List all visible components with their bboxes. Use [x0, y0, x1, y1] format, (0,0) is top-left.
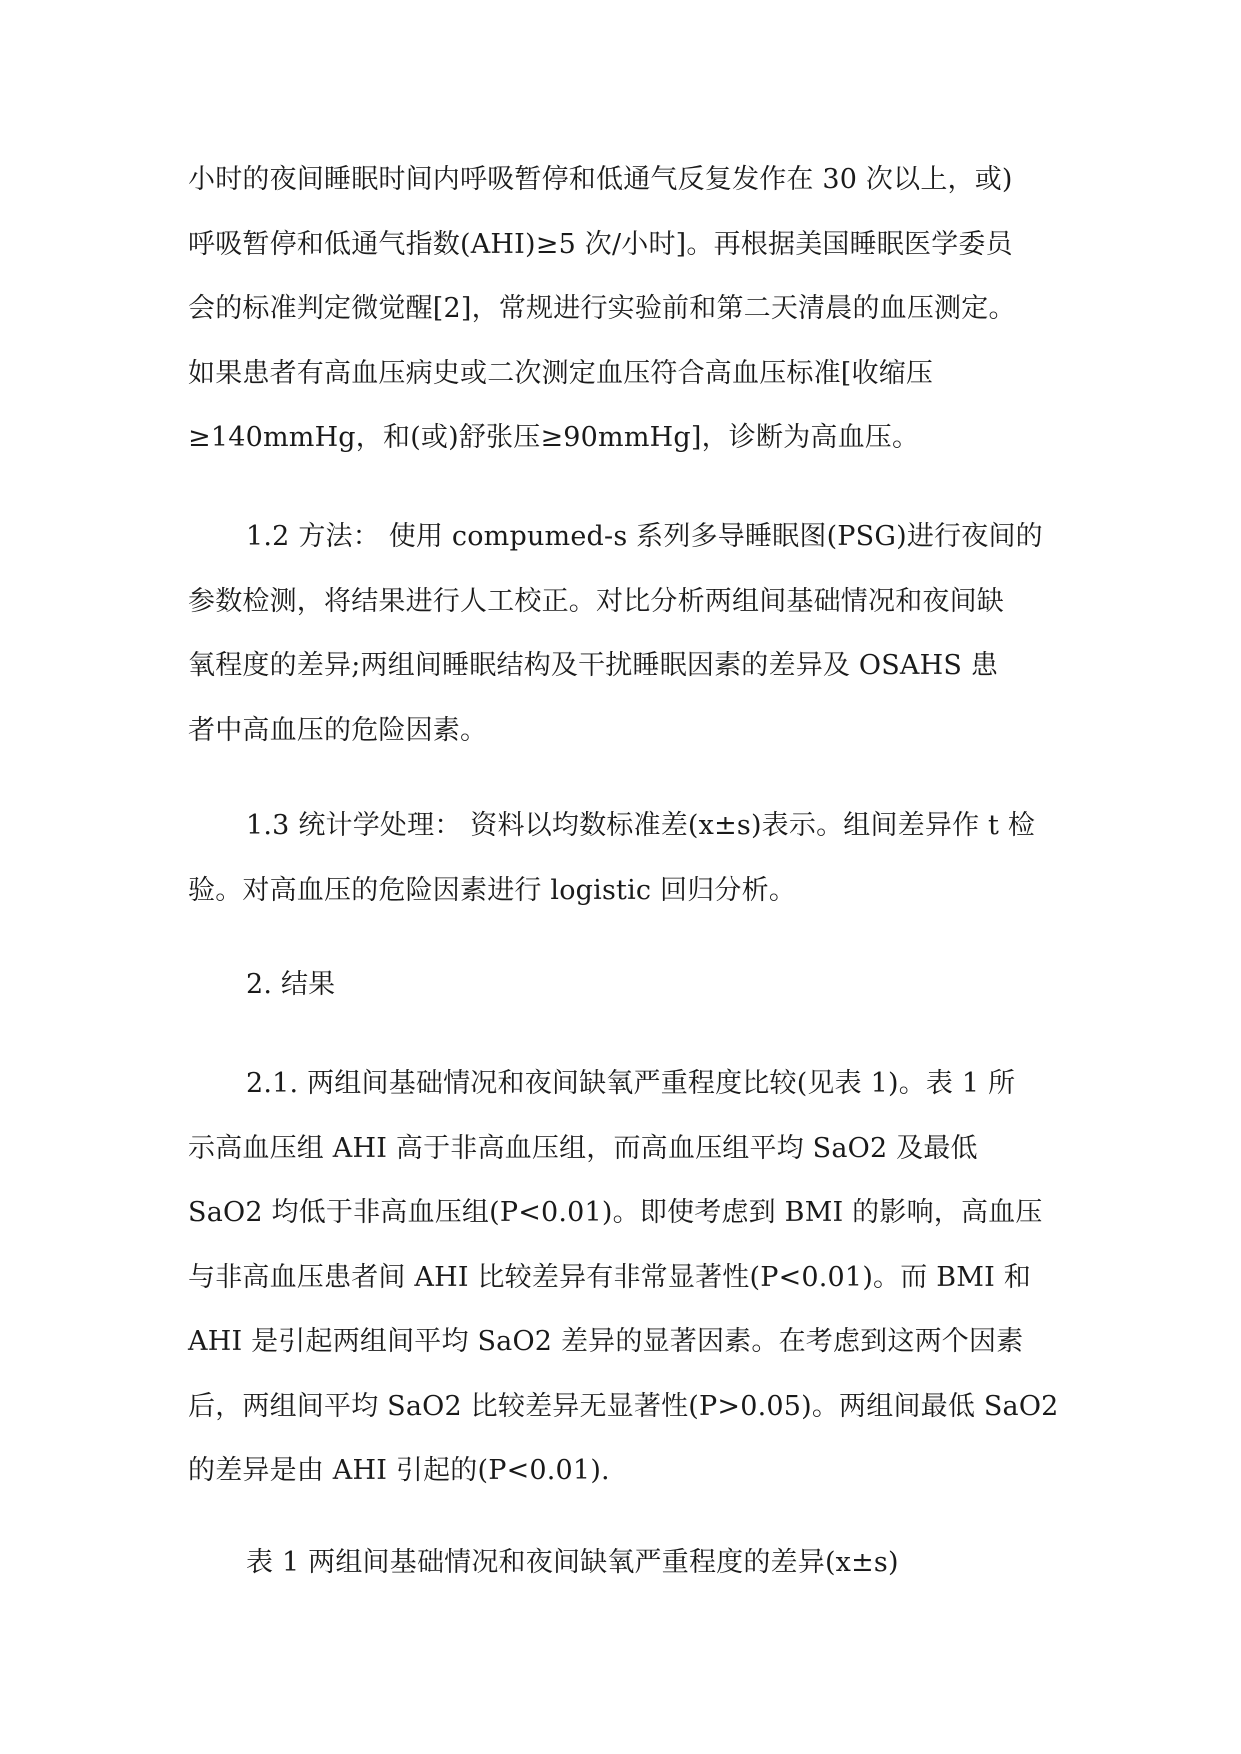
text-line: 如果患者有高血压病史或二次测定血压符合高血压标准[收缩压: [188, 357, 934, 389]
text-line: 小时的夜间睡眠时间内呼吸暂停和低通气反复发作在 30 次以上，或): [188, 164, 1013, 195]
section-heading-line: 1.2 方法： 使用 compumed-s 系列多导睡眠图(PSG)进行夜间的: [246, 521, 1043, 552]
text-line: AHI 是引起两组间平均 SaO2 差异的显著因素。在考虑到这两个因素: [188, 1326, 1024, 1357]
heading-results: [188, 953, 1068, 1018]
paragraph-diagnostic-criteria: [188, 148, 1068, 471]
text-line: 参数检测，将结果进行人工校正。对比分析两组间基础情况和夜间缺: [188, 585, 1004, 617]
text-line: 者中高血压的危险因素。: [188, 714, 488, 746]
table-caption-text: 表 1 两组间基础情况和夜间缺氧严重程度的差异(x±s): [246, 1547, 899, 1578]
paragraph-results-2-1: [188, 1052, 1068, 1504]
table-caption: [188, 1531, 1068, 1596]
text-line: 的差异是由 AHI 引起的(P<0.01).: [188, 1455, 610, 1486]
paragraph-statistics: [188, 794, 1068, 923]
text-line: SaO2 均低于非高血压组(P<0.01)。即使考虑到 BMI 的影响，高血压: [188, 1197, 1043, 1228]
text-line: 与非高血压患者间 AHI 比较差异有非常显著性(P<0.01)。而 BMI 和: [188, 1261, 1031, 1293]
section-heading-line: 1.3 统计学处理： 资料以均数标准差(x±s)表示。组间差异作 t 检: [246, 810, 1036, 841]
section-heading-line: 2.1. 两组间基础情况和夜间缺氧严重程度比较(见表 1)。表 1 所: [246, 1068, 1016, 1099]
text-line: 呼吸暂停和低通气指数(AHI)≥5 次/小时]。再根据美国睡眠医学委员: [188, 228, 1013, 260]
text-line: 后，两组间平均 SaO2 比较差异无显著性(P>0.05)。两组间最低 SaO2: [188, 1390, 1059, 1422]
text-line: 会的标准判定微觉醒[2]，常规进行实验前和第二天清晨的血压测定。: [188, 293, 1016, 324]
section-heading: 2. 结果: [246, 969, 336, 1000]
text-line: 氧程度的差异;两组间睡眠结构及干扰睡眠因素的差异及 OSAHS 患: [188, 650, 999, 681]
text-line: ≥140mmHg，和(或)舒张压≥90mmHg]，诊断为高血压。: [188, 422, 920, 453]
text-line: 验。对高血压的危险因素进行 logistic 回归分析。: [188, 874, 797, 906]
paragraph-methods: [188, 505, 1068, 763]
text-line: 示高血压组 AHI 高于非高血压组，而高血压组平均 SaO2 及最低: [188, 1132, 978, 1164]
